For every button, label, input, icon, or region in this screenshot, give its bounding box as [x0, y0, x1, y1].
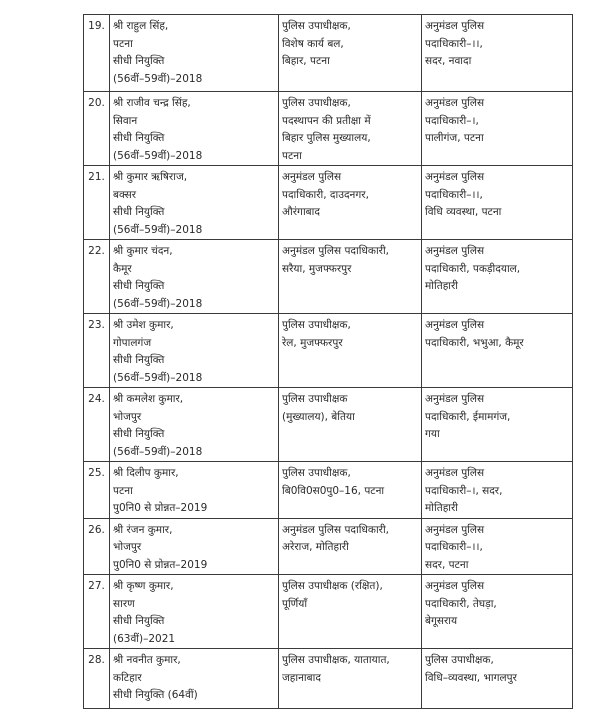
new-posting-cell [422, 92, 573, 166]
new-posting-line: अनुमंडल पुलिस [425, 245, 485, 257]
new-posting-line: अनुमंडल पुलिस [425, 97, 485, 109]
officer-cell [110, 314, 279, 388]
current-posting-cell [279, 166, 422, 240]
serial-number-cell: 22. [84, 240, 110, 314]
current-posting-line: पदाधिकारी, दाउदनगर, [282, 188, 369, 201]
current-posting-cell [279, 518, 422, 575]
current-posting-line: बिहार, पटना [282, 55, 330, 67]
table-row [84, 518, 573, 575]
new-posting-line: पुलिस उपाधीक्षक, [425, 654, 494, 666]
serial-number-cell: 27. [84, 575, 110, 649]
officer-line: सीधी नियुक्ति [113, 132, 165, 144]
current-posting-cell [279, 240, 422, 314]
table-row [84, 240, 573, 314]
serial-number-cell: 19. [84, 15, 110, 92]
serial-number-cell: 28. [84, 649, 110, 709]
officer-line: श्री राजीव चन्द्र सिंह, [113, 97, 191, 109]
new-posting-line: पदाधिकारी–।।, [425, 541, 483, 553]
current-posting-line: बिहार पुलिस मुख्यालय, [282, 132, 371, 144]
officer-line: (63वीं)–2021 [113, 632, 176, 645]
officer-line: सिवान [113, 114, 138, 127]
serial-number-cell: 21. [84, 166, 110, 240]
officer-line: सीधी नियुक्ति [113, 428, 165, 440]
current-posting-line: पटना [282, 149, 302, 162]
transfer-table-body [84, 15, 573, 709]
officer-line: कटिहार [113, 671, 142, 684]
officer-line: पटना [113, 484, 133, 497]
officer-line: (56वीं–59वीं)–2018 [113, 297, 203, 310]
new-posting-line: गया [425, 428, 440, 440]
serial-number-cell: 23. [84, 314, 110, 388]
officer-line: कैमूर [113, 262, 132, 275]
new-posting-line: पदाधिकारी–।, सदर, [425, 484, 503, 497]
new-posting-line: पदाधिकारी, भभुआ, कैमूर [425, 336, 524, 349]
new-posting-cell [422, 518, 573, 575]
officer-line: श्री उमेश कुमार, [113, 319, 174, 331]
officer-line: सीधी नियुक्ति [113, 615, 165, 627]
current-posting-line: पूर्णियाँ [282, 597, 308, 610]
serial-number-cell: 20. [84, 92, 110, 166]
officer-line: श्री कुमार चंदन, [113, 245, 173, 257]
officer-line: भोजपुर [113, 410, 142, 423]
table-row [84, 92, 573, 166]
officer-line: (56वीं–59वीं)–2018 [113, 223, 203, 236]
current-posting-line: पुलिस उपाधीक्षक, [282, 97, 351, 109]
current-posting-line: अनुमंडल पुलिस पदाधिकारी, [282, 245, 390, 257]
new-posting-line: अनुमंडल पुलिस [425, 393, 485, 405]
officer-cell [110, 388, 279, 462]
new-posting-line: पदाधिकारी, ईमामगंज, [425, 410, 511, 423]
current-posting-cell [279, 575, 422, 649]
new-posting-line: पदाधिकारी–।, [425, 114, 479, 127]
current-posting-line: पुलिस उपाधीक्षक [282, 393, 348, 405]
officer-line: (56वीं–59वीं)–2018 [113, 72, 203, 85]
new-posting-line: अनुमंडल पुलिस [425, 523, 485, 536]
current-posting-line: पदस्थापन की प्रतीक्षा में [282, 114, 371, 127]
officer-line: श्री कृष्ण कुमार, [113, 580, 174, 592]
officer-line: सीधी नियुक्ति [113, 206, 165, 218]
officer-line: पटना [113, 37, 133, 50]
officer-line: सीधी नियुक्ति [113, 55, 165, 67]
new-posting-line: मोतिहारी [425, 280, 459, 292]
officer-line: (56वीं–59वीं)–2018 [113, 371, 203, 384]
new-posting-cell [422, 388, 573, 462]
officer-line: श्री रंजन कुमार, [113, 523, 173, 536]
officer-cell [110, 15, 279, 92]
new-posting-line: पदाधिकारी, पकड़ीदयाल, [425, 262, 521, 275]
officer-line: भोजपुर [113, 541, 142, 553]
table-row [84, 388, 573, 462]
new-posting-line: पदाधिकारी–।।, [425, 37, 483, 50]
officer-line: (56वीं–59वीं)–2018 [113, 149, 203, 162]
officer-cell [110, 166, 279, 240]
current-posting-line: पुलिस उपाधीक्षक, [282, 20, 351, 32]
officer-cell [110, 92, 279, 166]
serial-number-cell: 24. [84, 388, 110, 462]
new-posting-cell [422, 462, 573, 519]
table-row [84, 314, 573, 388]
officer-cell [110, 518, 279, 575]
officer-cell [110, 462, 279, 519]
new-posting-line: अनुमंडल पुलिस [425, 467, 485, 479]
officer-line: पु0नि0 से प्रोन्नत–2019 [113, 558, 208, 571]
new-posting-line: पालीगंज, पटना [425, 132, 484, 144]
current-posting-line: रेल, मुजफ्फरपुर [282, 336, 343, 349]
officer-line: (56वीं–59वीं)–2018 [113, 445, 203, 458]
new-posting-line: सदर, नवादा [425, 55, 472, 67]
officer-cell [110, 240, 279, 314]
new-posting-line: सदर, पटना [425, 558, 469, 571]
current-posting-line: अनुमंडल पुलिस पदाधिकारी, [282, 523, 390, 536]
current-posting-cell [279, 388, 422, 462]
officer-line: श्री नवनीत कुमार, [113, 654, 181, 666]
new-posting-line: मोतिहारी [425, 502, 459, 514]
table-row [84, 575, 573, 649]
new-posting-line: अनुमंडल पुलिस [425, 319, 485, 331]
officer-line: पु0नि0 से प्रोन्नत–2019 [113, 502, 208, 514]
serial-number-cell: 26. [84, 518, 110, 575]
current-posting-line: अरेराज, मोतिहारी [282, 541, 349, 553]
current-posting-line: पुलिस उपाधीक्षक, [282, 467, 351, 479]
current-posting-cell [279, 15, 422, 92]
new-posting-line: पदाधिकारी, तेघड़ा, [425, 597, 497, 610]
new-posting-line: अनुमंडल पुलिस [425, 20, 485, 32]
current-posting-line: बि0वि0स0पु0–16, पटना [282, 484, 385, 497]
current-posting-line: अनुमंडल पुलिस [282, 171, 342, 183]
officer-line: श्री राहुल सिंह, [113, 20, 169, 32]
officer-line: श्री कुमार ऋषिराज, [113, 171, 188, 183]
table-row [84, 166, 573, 240]
new-posting-cell [422, 575, 573, 649]
current-posting-line: औरंगाबाद [282, 206, 320, 218]
transfer-table [83, 14, 573, 709]
new-posting-line: विधि–व्यवस्था, भागलपुर [425, 671, 517, 684]
current-posting-cell [279, 314, 422, 388]
table-row [84, 15, 573, 92]
new-posting-cell [422, 15, 573, 92]
officer-line: गोपालगंज [113, 336, 152, 349]
new-posting-line: पदाधिकारी–।।, [425, 188, 483, 201]
new-posting-cell [422, 240, 573, 314]
officer-line: सीधी नियुक्ति (64वीं) [113, 689, 198, 701]
new-posting-line: बेगूसराय [425, 615, 458, 627]
current-posting-line: सरैया, मुजफ्फरपुर [282, 262, 352, 275]
officer-line: श्री दिलीप कुमार, [113, 467, 179, 479]
current-posting-line: पुलिस उपाधीक्षक, यातायात, [282, 654, 390, 666]
officer-line: सीधी नियुक्ति [113, 280, 165, 292]
officer-line: सारण [113, 597, 135, 610]
new-posting-line: विधि व्यवस्था, पटना [425, 206, 502, 218]
officer-line: सीधी नियुक्ति [113, 354, 165, 366]
new-posting-line: अनुमंडल पुलिस [425, 580, 485, 592]
serial-number-cell: 25. [84, 462, 110, 519]
new-posting-cell [422, 314, 573, 388]
officer-line: बक्सर [113, 188, 137, 201]
current-posting-line: जहानाबाद [282, 671, 321, 684]
current-posting-line: पुलिस उपाधीक्षक (रक्षित), [282, 580, 383, 592]
current-posting-cell [279, 462, 422, 519]
current-posting-line: (मुख्यालय), बेतिया [282, 410, 355, 423]
officer-cell [110, 575, 279, 649]
current-posting-line: पुलिस उपाधीक्षक, [282, 319, 351, 331]
officer-line: श्री कमलेश कुमार, [113, 393, 184, 405]
current-posting-cell [279, 92, 422, 166]
new-posting-cell [422, 166, 573, 240]
table-row [84, 462, 573, 519]
new-posting-line: अनुमंडल पुलिस [425, 171, 485, 183]
current-posting-line: विशेष कार्य बल, [282, 37, 344, 50]
